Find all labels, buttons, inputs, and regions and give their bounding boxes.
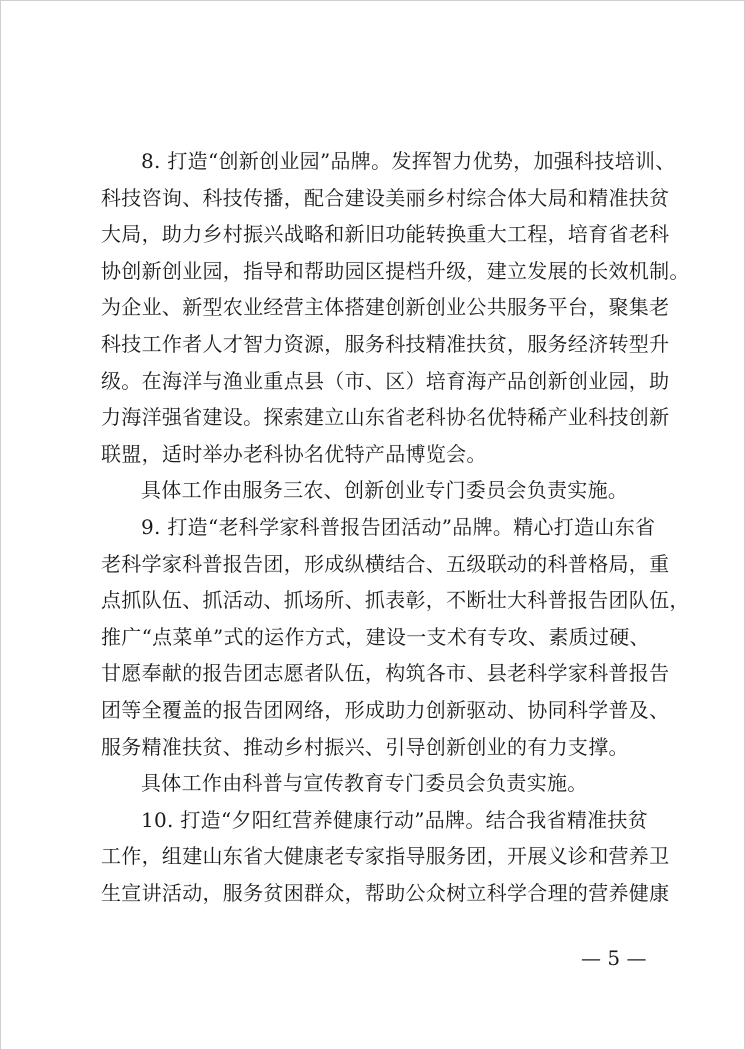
paragraph-line: 工作，组建山东省大健康老专家指导服务团，开展义诊和营养卫: [101, 844, 670, 869]
responsibility-note-line: 具体工作由服务三农、创新创业专门委员会负责实施。: [141, 478, 629, 503]
paragraph-line: 为企业、新型农业经营主体搭建创新创业公共服务平台，聚集老: [101, 295, 670, 320]
paragraph-8-heading-line: 8. 打造“创新创业园”品牌。发挥智力优势，加强科技培训、: [141, 149, 676, 173]
paragraph-line: 老科学家科普报告团，形成纵横结合、五级联动的科普格局，重: [101, 551, 670, 576]
paragraph-9-heading-line: 9. 打造“老科学家科普报告团活动”品牌。精心打造山东省: [141, 514, 656, 539]
paragraph-line: 级。在海洋与渔业重点县（市、区）培育海产品创新创业园，助: [101, 368, 670, 393]
page-number: — 5 —: [581, 946, 647, 970]
paragraph-line: 协创新创业园，指导和帮助园区提档升级，建立发展的长效机制。: [101, 258, 690, 283]
paragraph-line: 服务精准扶贫、推动乡村振兴、引导创新创业的有力支撑。: [101, 734, 629, 759]
paragraph-line: 科技工作者人才智力资源，服务科技精准扶贫，服务经济转型升: [101, 331, 670, 356]
paragraph-line: 团等全覆盖的报告团网络，形成助力创新驱动、协同科学普及、: [101, 697, 670, 722]
paragraph-line: 甘愿奉献的报告团志愿者队伍，构筑各市、县老科学家科普报告: [101, 661, 670, 686]
paragraph-line: 力海洋强省建设。探索建立山东省老科协名优特稀产业科技创新: [101, 405, 670, 430]
responsibility-note-line: 具体工作由科普与宣传教育专门委员会负责实施。: [141, 771, 588, 796]
paragraph-line: 推广“点菜单”式的运作方式，建设一支术有专攻、素质过硬、: [101, 624, 650, 649]
paragraph-line: 生宣讲活动，服务贫困群众，帮助公众树立科学合理的营养健康: [101, 880, 670, 905]
document-body: [101, 143, 690, 911]
paragraph-line: 科技咨询、科技传播，配合建设美丽乡村综合体大局和精准扶贫: [101, 185, 670, 210]
paragraph-line: 点抓队伍、抓活动、抓场所、抓表彰，不断壮大科普报告团队伍，: [101, 588, 690, 613]
paragraph-10-heading-line: 10. 打造“夕阳红营养健康行动”品牌。结合我省精准扶贫: [141, 807, 649, 832]
paragraph-line: 联盟，适时举办老科协名优特产品博览会。: [101, 441, 487, 466]
paragraph-line: 大局，助力乡村振兴战略和新旧功能转换重大工程，培育省老科: [101, 222, 670, 247]
